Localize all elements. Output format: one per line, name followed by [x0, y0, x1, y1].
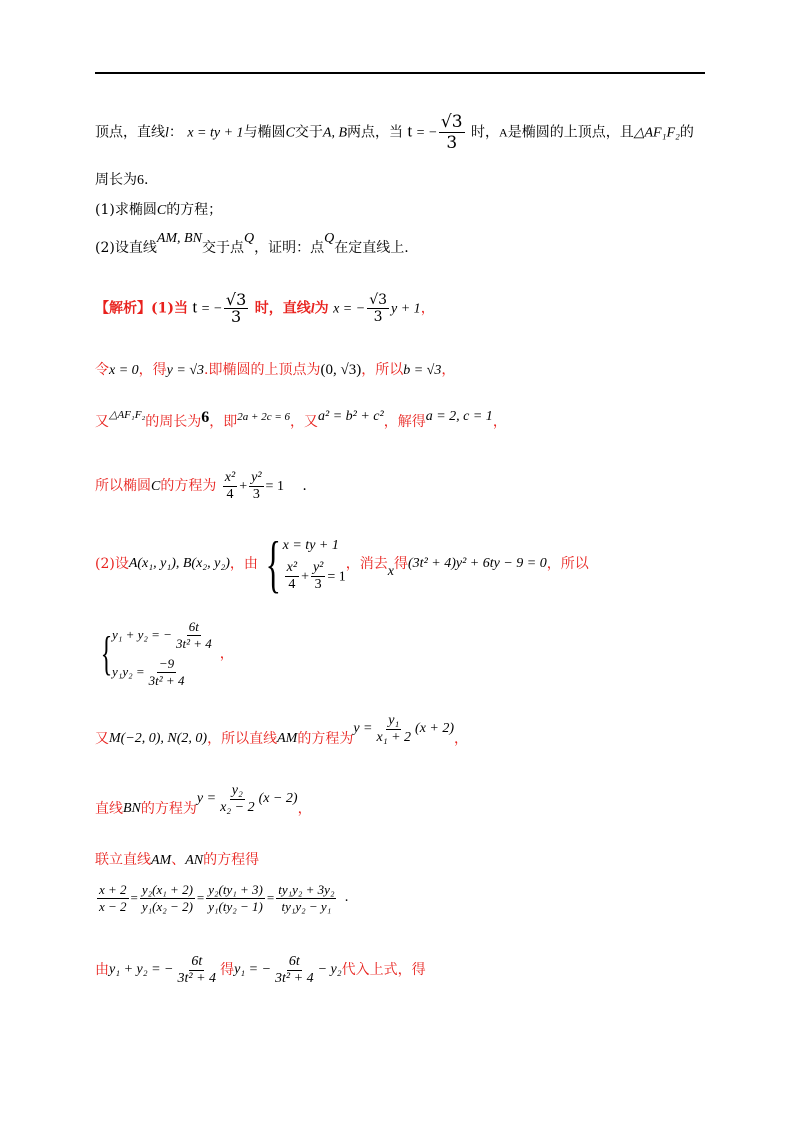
- fraction: $\frac{x + 2}{x - 2}$: [99, 881, 127, 914]
- problem-line-1: 顶点，直线l： x = ty + 1与椭圆C交于A, B两点，当 t = − $\frac{√3}{3}$ 时，A是椭圆的上顶点，且△AF₁F₂的: [95, 112, 694, 153]
- solution-line-9: 联立直线AM、AN的方程得: [95, 852, 260, 868]
- fraction: $\frac{6t}{\text{3t² + 4}}$: [177, 953, 217, 986]
- fraction: $\frac{\text{x²}}{4}$: [224, 469, 236, 502]
- fraction: $\frac{√3}{3}$: [225, 290, 247, 326]
- brace: {: [265, 528, 281, 599]
- fraction: $\frac{6t}{\text{3t² + 4}}$: [275, 953, 314, 986]
- solution-line-1: 【解析】(1)当 t = − $\frac{√3}{3}$ 时，直线l为 x = − $\frac{√3}{3}$ y + 1，: [95, 290, 435, 326]
- fraction: $\frac{√3}{3}$: [369, 292, 388, 325]
- minus-sqrt3-over-3: $\frac{√3}{3}$: [440, 112, 463, 153]
- fraction: $\frac{\text{y₂(x₁ + 2)}}{\text{y₁(x₂ − 2)}}$: [141, 881, 193, 914]
- fraction: $\frac{\text{y²}}{3}$: [312, 559, 324, 592]
- fraction: $\frac{-9}{\text{3t² + 4}}$: [148, 656, 185, 688]
- solution-line-5: (2)设 A(x₁, y₁), B(x₂, y₂) ，由 { x = ty + 1 $\frac{\text{x²}}{4}$ + $\frac{\text{y²}}{3}$ = 1 ，消去 x 得 (3t² + 4)y² + 6ty − 9 = 0 ，所以: [95, 528, 589, 599]
- header-rule: [95, 72, 705, 74]
- question-2: (2)设直线AM, BN交于点Q，证明：点Q在定直线上.: [95, 231, 409, 256]
- solution-line-7: 又 M(−2, 0), N(2, 0) ，所以直线 AM 的方程为 y = $\frac{\text{y₁}}{\text{x₁ + 2}}$ (x + 2) ，: [95, 712, 469, 747]
- solution-line-6: { y₁ + y₂ = − $\frac{6t}{\text{3t² + 4}}$ y₁y₂ = $\frac{-9}{\text{3t² + 4}}$ ，: [95, 616, 705, 692]
- fraction: $\frac{6t}{\text{3t² + 4}}$: [175, 619, 212, 651]
- brace: {: [100, 627, 113, 680]
- fraction: $\frac{\text{y₂(ty₁ + 3)}}{\text{y₁(ty₂ − 1)}}$: [208, 881, 263, 914]
- solution-line-11: 由 y₁ + y₂ = − $\frac{6t}{\text{3t² + 4}}$ 得 y₁ = − $\frac{6t}{\text{3t² + 4}}$ − y₂ 代入上式，得: [95, 953, 426, 986]
- fraction: $\frac{\text{x²}}{4}$: [286, 559, 298, 592]
- question-1: (1)求椭圆C的方程；: [95, 202, 223, 218]
- solution-line-10: $\frac{x + 2}{x - 2}$ = $\frac{\text{y₂(x₁ + 2)}}{\text{y₁(x₂ − 2)}}$ = $\frac{\text{y₂(ty₁ + 3)}}{\text{y₁(ty₂ − 1)}}$ = $\frac{\text{ty₁y₂ + 3y₂}}{\text{ty₁y₂ − y₁}}$ .: [99, 881, 349, 914]
- solution-line-8: 直线 BN 的方程为 y = $\frac{\text{y₂}}{\text{x₂ − 2}}$ (x − 2) ，: [95, 782, 312, 817]
- equation-system: { x = ty + 1 $\frac{\text{x²}}{4}$ + $\frac{\text{y²}}{3}$ = 1: [265, 528, 346, 599]
- problem-line-2: 周长为6.: [95, 172, 149, 188]
- fraction: $\frac{\text{y₂}}{\text{x₂ − 2}}$: [220, 782, 255, 815]
- solution-line-3: 又$^{\triangle AF_1F_2}$的周长为6，即$^{2a + 2c = 6}$，又a² = b² + c²，解得a = 2, c = 1，: [95, 409, 507, 430]
- solution-line-2: 令x = 0，得y = √3.即椭圆的上顶点为(0, √3)，所以b = √3，: [95, 362, 456, 378]
- solution-tag: 【解析】: [95, 300, 151, 317]
- fraction: $\frac{\text{y₁}}{\text{x₁ + 2}}$: [376, 712, 412, 745]
- fraction: $\frac{\text{y²}}{3}$: [251, 469, 262, 502]
- fraction: $\frac{\text{ty₁y₂ + 3y₂}}{\text{ty₁y₂ − y₁}}$: [278, 881, 335, 914]
- solution-line-4: 所以椭圆C的方程为 $\frac{\text{x²}}{4}$ + $\frac{\text{y²}}{3}$ = 1 .: [95, 469, 307, 502]
- equation-system: { y₁ + y₂ = − $\frac{6t}{\text{3t² + 4}}$ y₁y₂ = $\frac{-9}{\text{3t² + 4}}$: [100, 619, 212, 688]
